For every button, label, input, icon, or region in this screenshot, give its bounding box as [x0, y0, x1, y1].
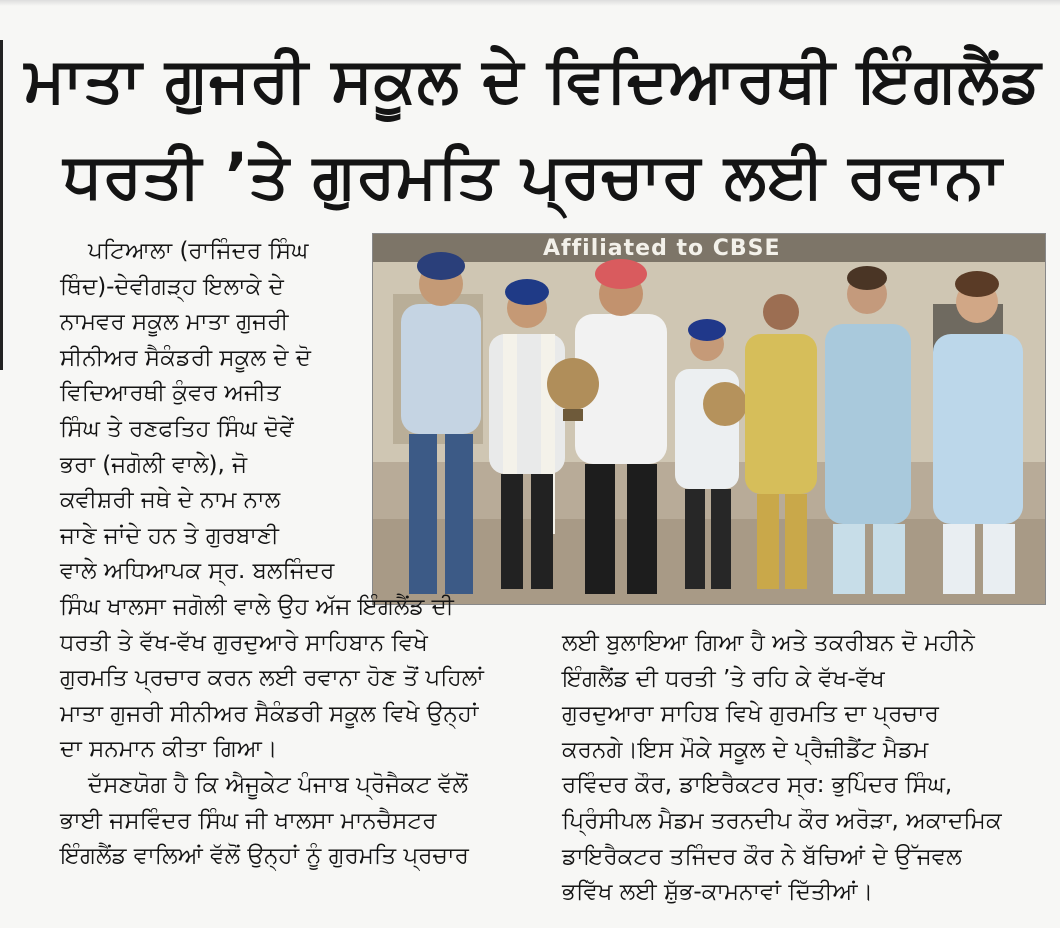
article-left-column — [60, 590, 484, 875]
article-line: ਮਾਤਾ ਗੁਜਰੀ ਸੀਨੀਅਰ ਸੈਕੰਡਰੀ ਸਕੂਲ ਵਿਖੇ ਉਨ੍ਹਾਂ — [60, 700, 479, 727]
article-line: ਕਵੀਸ਼ਰੀ ਜਥੇ ਦੇ ਨਾਮ ਨਾਲ — [60, 487, 281, 514]
article-line: ਰਵਿੰਦਰ ਕੌਰ, ਡਾਇਰੈਕਟਰ ਸ੍ਰ: ਭੁਪਿੰਦਰ ਸਿੰਘ, — [562, 772, 953, 799]
page-top-edge — [0, 0, 1060, 6]
article-line: ਸੀਨੀਅਰ ਸੈਕੰਡਰੀ ਸਕੂਲ ਦੇ ਦੋ — [60, 344, 311, 371]
column-rule-left — [0, 40, 13, 370]
article-line: ਜਾਣੇ ਜਾਂਦੇ ਹਨ ਤੇ ਗੁਰਬਾਣੀ — [60, 522, 279, 549]
article-line: ਭਾਈ ਜਸਵਿੰਦਰ ਸਿੰਘ ਜੀ ਖਾਲਸਾ ਮਾਨਚੈਸਟਰ — [60, 807, 437, 834]
news-photo — [372, 233, 1046, 605]
article-line: ਪ੍ਰਿੰਸੀਪਲ ਮੈਡਮ ਤਰਨਦੀਪ ਕੌਰ ਅਰੋੜਾ, ਅਕਾਦਮਿਕ — [562, 807, 1002, 834]
article-line: ਵਾਲੇ ਅਧਿਆਪਕ ਸ੍ਰ. ਬਲਜਿੰਦਰ — [60, 558, 335, 585]
article-line: ਨਾਮਵਰ ਸਕੂਲ ਮਾਤਾ ਗੁਜਰੀ — [60, 309, 289, 336]
photo-illustration — [373, 234, 1045, 604]
article-line: ਥਿੰਦ)-ਦੇਵੀਗੜ੍ਹ ਇਲਾਕੇ ਦੇ — [60, 273, 284, 300]
article-line: ਪਟਿਆਲਾ (ਰਾਜਿੰਦਰ ਸਿੰਘ — [88, 238, 309, 264]
article-line: ਇੰਗਲੈਂਡ ਦੀ ਧਰਤੀ ’ਤੇ ਰਹਿ ਕੇ ਵੱਖ-ਵੱਖ — [562, 665, 885, 692]
article-line: ਗੁਰਮਤਿ ਪ੍ਰਚਾਰ ਕਰਨ ਲਈ ਰਵਾਨਾ ਹੋਣ ਤੋਂ ਪਹਿਲਾਂ — [60, 665, 484, 692]
article-line: ਦੱਸਣਯੋਗ ਹੈ ਕਿ ਐਜੂਕੇਟ ਪੰਜਾਬ ਪ੍ਰੋਜੈਕਟ ਵੱਲੋਂ — [88, 771, 468, 798]
article-line: ਕਰਨਗੇ।ਇਸ ਮੌਕੇ ਸਕੂਲ ਦੇ ਪ੍ਰੈਜ਼ੀਡੈਂਟ ਮੈਡਮ — [562, 736, 929, 763]
article-line: ਭਰਾ (ਜਗੋਲੀ ਵਾਲੇ), ਜੋ — [60, 451, 248, 478]
article-line: ਵਿਦਿਆਰਥੀ ਕੁੰਵਰ ਅਜੀਤ — [60, 380, 281, 407]
article-line: ਦਾ ਸਨਮਾਨ ਕੀਤਾ ਗਿਆ। — [60, 736, 278, 763]
article-line: ਸਿੰਘ ਤੇ ਰਣਫਤਿਹ ਸਿੰਘ ਦੋਵੇਂ — [60, 415, 294, 442]
article-line: ਸਿੰਘ ਖਾਲਸਾ ਜਗੋਲੀ ਵਾਲੇ ਉਹ ਅੱਜ ਇੰਗਲੈਂਡ ਦੀ — [60, 594, 454, 620]
article-right-column — [562, 626, 1002, 911]
photo-banner-text: Affiliated to CBSE — [543, 236, 781, 261]
headline-line-1: ਮਾਤਾ ਗੁਜਰੀ ਸਕੂਲ ਦੇ ਵਿਦਿਆਰਥੀ ਇੰਗਲੈਂਡ — [24, 43, 1042, 116]
article-line: ਗੁਰਦੁਆਰਾ ਸਾਹਿਬ ਵਿਖੇ ਗੁਰਮਤਿ ਦਾ ਪ੍ਰਚਾਰ — [562, 701, 939, 728]
article-intro-column — [60, 234, 334, 590]
headline-line-2: ਧਰਤੀ ’ਤੇ ਗੁਰਮਤਿ ਪ੍ਰਚਾਰ ਲਈ ਰਵਾਨਾ — [63, 139, 1003, 212]
article-line: ਇੰਗਲੈਂਡ ਵਾਲਿਆਂ ਵੱਲੋਂ ਉਨ੍ਹਾਂ ਨੂੰ ਗੁਰਮਤਿ ਪ੍ਰਚਾਰ — [60, 843, 469, 870]
article-line: ਲਈ ਬੁਲਾਇਆ ਗਿਆ ਹੈ ਅਤੇ ਤਕਰੀਬਨ ਦੋ ਮਹੀਨੇ — [562, 630, 975, 656]
article-line: ਭਵਿੱਖ ਲਈ ਸ਼ੁੱਭ-ਕਾਮਨਾਵਾਂ ਦਿੱਤੀਆਂ। — [562, 879, 874, 906]
article-line: ਡਾਇਰੈਕਟਰ ਤਜਿੰਦਰ ਕੌਰ ਨੇ ਬੱਚਿਆਂ ਦੇ ਉੱਜਵਲ — [562, 843, 962, 870]
article-line: ਧਰਤੀ ਤੇ ਵੱਖ-ਵੱਖ ਗੁਰਦੁਆਰੇ ਸਾਹਿਬਾਨ ਵਿਖੇ — [60, 629, 428, 656]
